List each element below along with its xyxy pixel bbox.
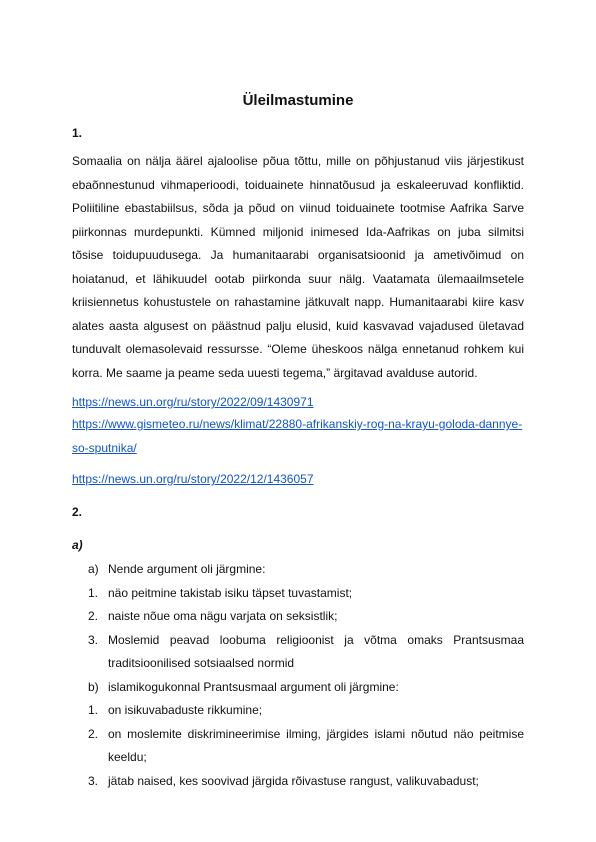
list-text: naiste nõue oma nägu varjata on seksistlik; <box>108 609 338 623</box>
list-item <box>88 605 524 629</box>
argument-list <box>88 558 524 793</box>
list-text: islamikogukonnal Prantsusmaal argument oli järgmine: <box>108 679 399 694</box>
list-marker: a) <box>88 562 99 576</box>
list-item <box>88 558 524 582</box>
list-text: on moslemite diskrimineerimise ilming, järgides islami nõutud näo peitmise keeldu; <box>108 726 524 764</box>
section-2-subheading: a) <box>72 538 83 552</box>
list-item <box>88 699 524 723</box>
list-text: Nende argument oli järgmine: <box>108 562 266 576</box>
section-1-number: 1. <box>72 126 83 140</box>
source-link-3[interactable]: https://news.un.org/ru/story/2022/12/1436057 <box>72 472 314 486</box>
document-title: Üleilmastumine <box>242 92 354 109</box>
list-marker: b) <box>88 679 99 694</box>
list-text: on isikuvabaduste rikkumine; <box>108 703 263 717</box>
section-1-paragraph: Somaalia on nälja äärel ajaloolise põua tõttu, mille on põhjustanud viis järjestikust ebaõnnestunud vihmaperioodi, toiduainete hinnatõusud ja eskaleeruvad konfliktid. Poliitiline ebastabiilsus, sõda ja põud on viinud toiduainete tootmise Aafrika Sarve piirkonnas murdepunkti. Kümned miljonid inimesed Ida-Aafrikas on juba silmitsi tõsise toidupuudusega. Ja humanitaarabi organisatsioonid ja ametivõimud on hoiatanud, et lähikuudel ootab piirkonda suur nälg. Vaatamata ülemaailmsetele kriisiennetus kohustustele on rahastamine jätkuvalt napp. Humanitaarabi kiire kasv alates aasta algusest on päästnud palju elusid, kuid kasvavad vajadused ületavad tunduvalt olemasolevaid ressursse. “Oleme üheskoos nälga ennetanud rohkem kui korra. Me saame ja peame seda uuesti tegema,” ärgitavad avalduse autorid. <box>72 154 524 380</box>
list-marker: 2. <box>88 609 99 623</box>
source-link-1[interactable]: https://news.un.org/ru/story/2022/09/1430971 <box>72 395 314 409</box>
list-item <box>88 676 524 700</box>
list-item <box>88 582 524 606</box>
list-text: Moslemid peavad loobuma religioonist ja võtma omaks Prantsusmaa traditsioonilised sotsiaalsed normid <box>108 632 524 670</box>
list-item <box>88 770 524 794</box>
list-item <box>88 723 524 770</box>
section-2-number: 2. <box>72 505 83 519</box>
list-marker: 3. <box>88 632 99 647</box>
list-marker: 2. <box>88 726 99 741</box>
list-text: näo peitmine takistab isiku täpset tuvastamist; <box>108 585 353 600</box>
list-marker: 3. <box>88 773 99 788</box>
source-link-2[interactable]: https://www.gismeteo.ru/news/klimat/22880-afrikanskiy-rog-na-krayu-goloda-dannye-so-sputnika/ <box>72 417 523 455</box>
list-marker: 1. <box>88 703 99 717</box>
list-marker: 1. <box>88 585 99 600</box>
list-item <box>88 629 524 676</box>
list-text: jätab naised, kes soovivad järgida rõivastuse rangust, valikuvabadust; <box>108 773 479 788</box>
